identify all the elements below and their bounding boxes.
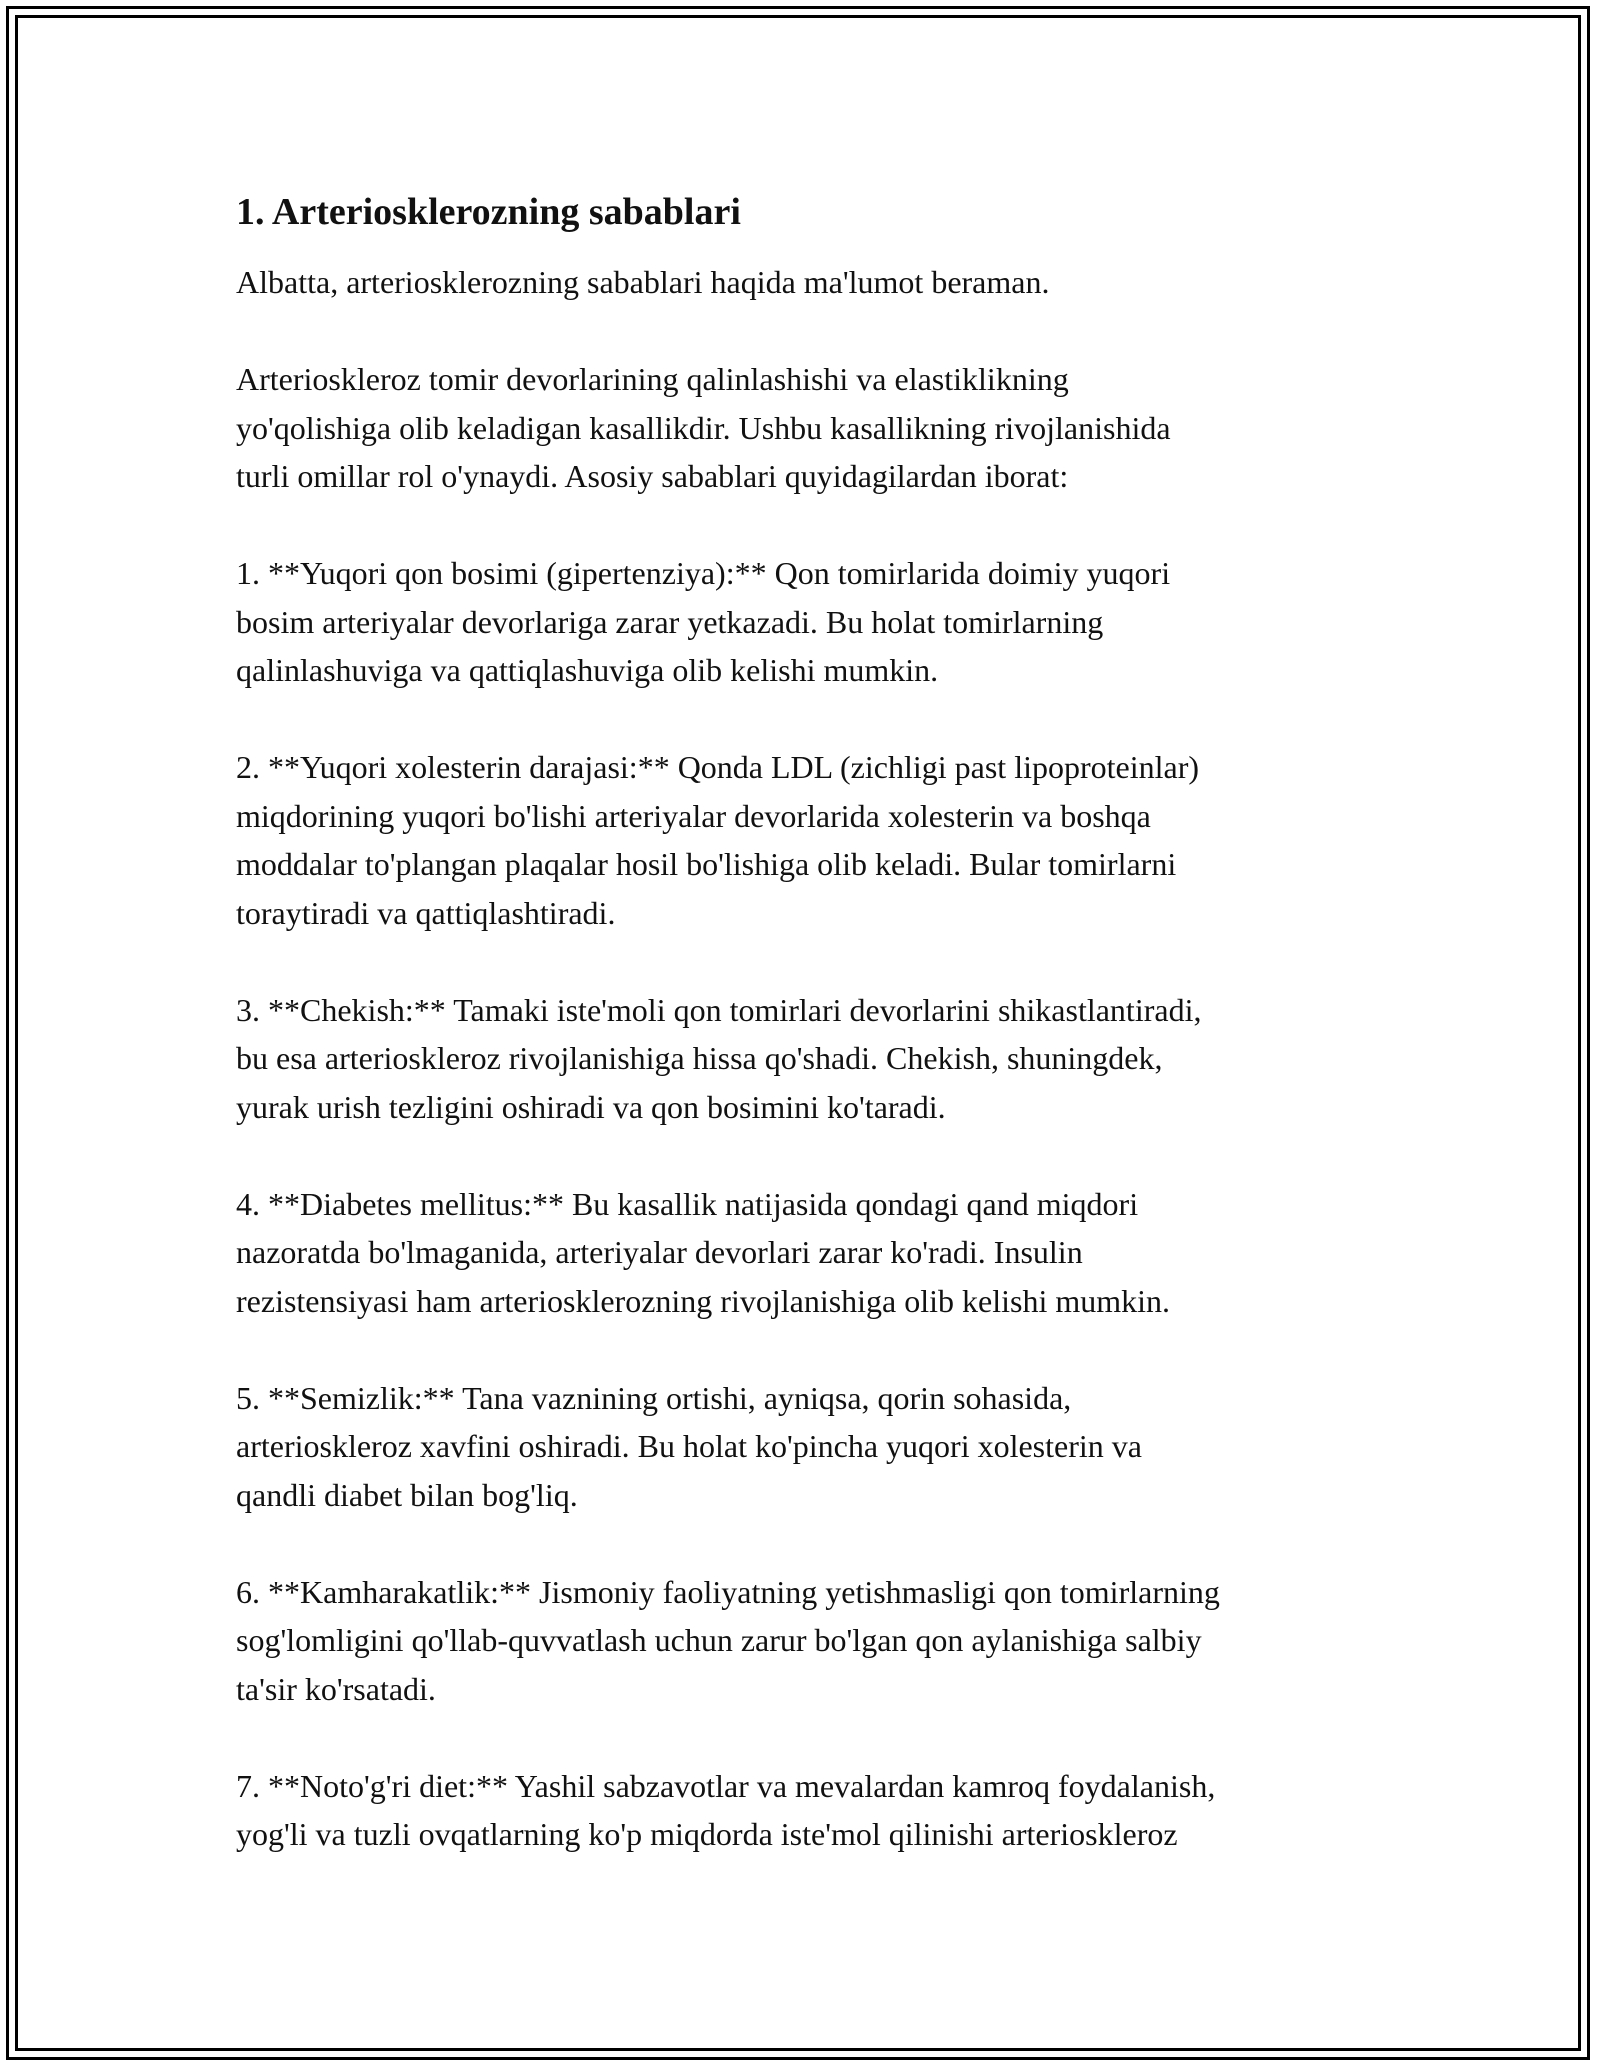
paragraph-spacer: [236, 937, 1376, 986]
paragraph-spacer: [236, 1325, 1376, 1374]
cause-item-cholesterol: 2. **Yuqori xolesterin darajasi:** Qonda LDL (zichligi past lipoproteinlar) miqdorining yuqori bo'lishi arteriyalar devorlarida xolesterin va boshqa moddalar to'plangan plaqalar hosil bo'lishiga olib keladi. Bular tomirlarni toraytiradi va qattiqlashtiradi.: [236, 749, 1200, 931]
page-title: 1. Arteriosklerozning sabablari: [236, 191, 741, 233]
paragraph-spacer: [236, 1519, 1376, 1568]
cause-item-obesity: 5. **Semizlik:** Tana vaznining ortishi, ayniqsa, qorin sohasida, arterioskleroz xavfini oshiradi. Bu holat ko'pincha yuqori xolesterin va qandli diabet bilan bog'liq.: [236, 1379, 1142, 1513]
paragraph-spacer: [236, 695, 1376, 744]
paragraph-spacer: [236, 501, 1376, 550]
paragraph-spacer: [236, 1713, 1376, 1762]
cause-item-diet: 7. **Noto'g'ri diet:** Yashil sabzavotlar va mevalardan kamroq foydalanish, yog'li va tuzli ovqatlarning ko'p miqdorda iste'mol qilinishi arterioskleroz: [236, 1767, 1216, 1852]
paragraph-spacer: [236, 307, 1376, 356]
intro-paragraph: Albatta, arteriosklerozning sabablari haqida ma'lumot beraman.: [236, 264, 1050, 300]
cause-item-hypertension: 1. **Yuqori qon bosimi (gipertenziya):** Qon tomirlarida doimiy yuqori bosim arteriyalar devorlariga zarar yetkazadi. Bu holat tomirlarning qalinlashuviga va qattiqlashuviga olib kelishi mumkin.: [236, 555, 1171, 688]
document-body: [236, 188, 1376, 1859]
cause-item-smoking: 3. **Chekish:** Tamaki iste'moli qon tomirlari devorlarini shikastlantiradi, bu esa arterioskleroz rivojlanishiga hissa qo'shadi. Chekish, shuningdek, yurak urish tezligini oshiradi va qon bosimini ko'taradi.: [236, 991, 1202, 1125]
paragraph-spacer: [236, 1131, 1376, 1180]
definition-paragraph: Arterioskleroz tomir devorlarining qalinlashishi va elastiklikning yo'qolishiga olib keladigan kasallikdir. Ushbu kasallikning rivojlanishida turli omillar rol o'ynaydi. Asosiy sabablari quyidagilardan iborat:: [236, 361, 1171, 494]
cause-item-inactivity: 6. **Kamharakatlik:** Jismoniy faoliyatning yetishmasligi qon tomirlarning sog'lomligini qo'llab-quvvatlash uchun zarur bo'lgan qon aylanishiga salbiy ta'sir ko'rsatadi.: [236, 1573, 1220, 1707]
cause-item-diabetes: 4. **Diabetes mellitus:** Bu kasallik natijasida qondagi qand miqdori nazoratda bo'lmaganida, arteriyalar devorlari zarar ko'radi. Insulin rezistensiyasi ham arteriosklerozning rivojlanishiga olib kelishi mumkin.: [236, 1185, 1171, 1319]
